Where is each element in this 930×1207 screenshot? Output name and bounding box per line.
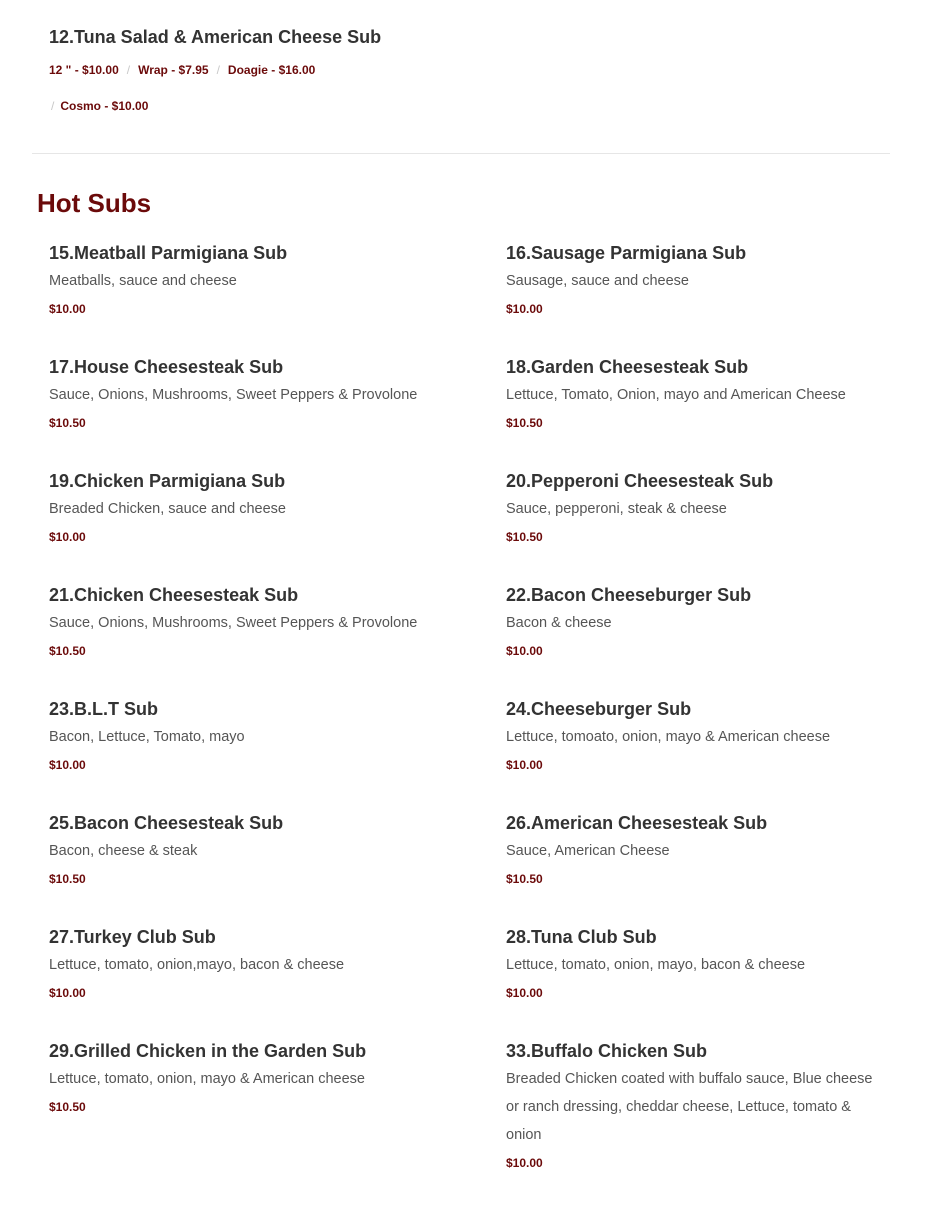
menu-item[interactable]	[49, 582, 506, 696]
menu-grid	[49, 240, 889, 1170]
price-option-doagie[interactable]: Doagie - $16.00	[227, 63, 316, 77]
item-price: $10.00	[506, 302, 543, 316]
item-description: Lettuce, tomoato, onion, mayo & American cheese	[506, 729, 831, 745]
menu-item[interactable]	[506, 924, 889, 1038]
item-title: 19.Chicken Parmigiana Sub	[49, 471, 286, 491]
item-description: Bacon & cheese	[506, 615, 612, 631]
item-title: 25.Bacon Cheesesteak Sub	[49, 813, 284, 833]
item-price: $10.50	[506, 872, 543, 886]
item-price: $10.50	[49, 416, 86, 430]
menu-item[interactable]	[506, 354, 889, 468]
item-description: Sauce, pepperoni, steak & cheese	[506, 501, 727, 517]
item-price: $10.50	[49, 1100, 86, 1114]
price-option-cosmo[interactable]: Cosmo - $10.00	[60, 99, 149, 113]
item-description: Sauce, American Cheese	[506, 843, 670, 859]
item-description: Bacon, Lettuce, Tomato, mayo	[49, 729, 245, 745]
menu-item[interactable]	[506, 696, 889, 810]
item-price: $10.00	[506, 644, 543, 658]
item-price: $10.00	[49, 530, 86, 544]
item-title: 17.House Cheesesteak Sub	[49, 357, 284, 377]
menu-item[interactable]	[49, 240, 506, 354]
menu-item-12[interactable]	[49, 24, 879, 113]
menu-item[interactable]	[506, 468, 889, 582]
item-title: 23.B.L.T Sub	[49, 699, 159, 719]
item-price: $10.00	[506, 758, 543, 772]
item-title: 27.Turkey Club Sub	[49, 927, 216, 947]
item-title: 26.American Cheesesteak Sub	[506, 813, 768, 833]
item-description: Breaded Chicken coated with buffalo sauce, Blue cheese or ranch dressing, cheddar cheese, Lettuce, tomato & onion	[506, 1071, 873, 1143]
item-price: $10.50	[506, 530, 543, 544]
menu-item[interactable]	[49, 924, 506, 1038]
price-options-row2	[51, 98, 148, 114]
item-description: Bacon, cheese & steak	[49, 843, 198, 859]
item-price: $10.50	[506, 416, 543, 430]
item-title: 22.Bacon Cheeseburger Sub	[506, 585, 752, 605]
menu-item[interactable]	[506, 1038, 889, 1170]
menu-item[interactable]	[49, 696, 506, 810]
item-price: $10.50	[49, 644, 86, 658]
item-title: 21.Chicken Cheesesteak Sub	[49, 585, 299, 605]
item-description: Meatballs, sauce and cheese	[49, 273, 237, 289]
item-description: Sauce, Onions, Mushrooms, Sweet Peppers & Provolone	[49, 615, 418, 631]
price-option-12-inch[interactable]: 12 " - $10.00	[49, 63, 119, 77]
item-price: $10.00	[506, 986, 543, 1000]
item-price: $10.00	[506, 1156, 543, 1170]
item-title: 16.Sausage Parmigiana Sub	[506, 243, 747, 263]
item-price: $10.00	[49, 302, 86, 316]
item-title: 15.Meatball Parmigiana Sub	[49, 243, 288, 263]
menu-item[interactable]	[49, 354, 506, 468]
menu-item[interactable]	[49, 1038, 506, 1170]
item-description: Sauce, Onions, Mushrooms, Sweet Peppers & Provolone	[49, 387, 418, 403]
price-option-wrap[interactable]: Wrap - $7.95	[138, 63, 209, 77]
item-title: 28.Tuna Club Sub	[506, 927, 657, 947]
menu-item[interactable]	[506, 240, 889, 354]
item-description: Lettuce, tomato, onion,mayo, bacon & cheese	[49, 957, 345, 973]
menu-item[interactable]	[506, 582, 889, 696]
price-options	[49, 62, 315, 78]
item-title: 18.Garden Cheesesteak Sub	[506, 357, 749, 377]
item-title: 12.Tuna Salad & American Cheese Sub	[49, 27, 382, 47]
item-price: $10.50	[49, 872, 86, 886]
item-description: Lettuce, tomato, onion, mayo & American cheese	[49, 1071, 365, 1087]
separator: /	[216, 63, 220, 77]
menu-item[interactable]	[49, 810, 506, 924]
item-price: $10.00	[49, 758, 86, 772]
item-title: 20.Pepperoni Cheesesteak Sub	[506, 471, 774, 491]
item-description: Lettuce, Tomato, Onion, mayo and American Cheese	[506, 387, 846, 403]
item-title: 33.Buffalo Chicken Sub	[506, 1041, 708, 1061]
section-title-hot-subs: Hot Subs	[37, 188, 152, 218]
item-description: Sausage, sauce and cheese	[506, 273, 689, 289]
section-divider	[32, 153, 890, 154]
separator: /	[126, 63, 131, 77]
item-description: Breaded Chicken, sauce and cheese	[49, 501, 286, 517]
item-title: 24.Cheeseburger Sub	[506, 699, 692, 719]
separator: /	[51, 99, 55, 113]
menu-item[interactable]	[506, 810, 889, 924]
item-description: Lettuce, tomato, onion, mayo, bacon & cheese	[506, 957, 806, 973]
item-price: $10.00	[49, 986, 86, 1000]
item-title: 29.Grilled Chicken in the Garden Sub	[49, 1041, 367, 1061]
menu-item[interactable]	[49, 468, 506, 582]
